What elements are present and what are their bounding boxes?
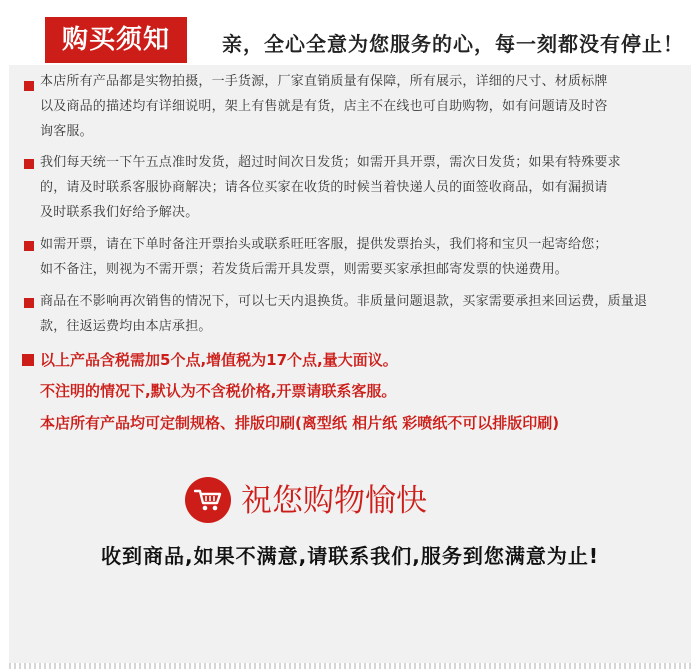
notice-line: 的，请及时联系客服协商解决；请各位买家在收货的时候当着快递人员的面签收商品，如有漏损请: [40, 180, 608, 195]
notice-line: 商品在不影响再次销售的情况下，可以七天内退换货。非质量问题退款，买家需要承担来回运费，质量退: [40, 294, 648, 309]
notice-item-returns: [24, 290, 689, 340]
notice-item-invoice: [24, 233, 689, 283]
bullet-square-icon: [24, 159, 34, 169]
wish-text: 祝您购物愉快: [241, 483, 427, 519]
bullet-square-icon: [22, 354, 34, 366]
notice-item-shipping: [24, 151, 689, 225]
page-title: 购买须知: [61, 25, 170, 55]
title-banner: [45, 17, 187, 63]
tax-notice: [22, 348, 682, 438]
panel-bottom-border: [9, 663, 691, 669]
notice-line: 我们每天统一下午五点准时发货，超过时间次日发货；如需开具开票，需次日发货；如果有特殊要求: [40, 155, 621, 170]
notice-line: 款，往返运费均由本店承担。: [40, 319, 212, 334]
tax-line: 以上产品含税需加5个点,增值税为17个点,量大面议。: [40, 351, 398, 369]
notice-line: 本店所有产品都是实物拍摄，一手货源，厂家直销质量有保障，所有展示，详细的尺寸、材质标牌: [40, 74, 608, 89]
bullet-square-icon: [24, 241, 34, 251]
notice-line: 询客服。: [40, 124, 93, 139]
closing-message: 收到商品,如果不满意,请联系我们,服务到您满意为止!: [101, 544, 599, 568]
notice-item-photos: [24, 70, 689, 144]
tax-line: 本店所有产品均可定制规格、排版印刷(离型纸 相片纸 彩喷纸不可以排版印刷): [40, 414, 560, 432]
notice-line: 以及商品的描述均有详细说明，架上有售就是有货，店主不在线也可自助购物，如有问题请及时咨: [40, 99, 608, 114]
tax-line: 不注明的情况下,默认为不含税价格,开票请联系客服。: [40, 382, 397, 400]
notice-line: 及时联系我们好给予解决。: [40, 205, 199, 220]
slogan: 亲，全心全意为您服务的心，每一刻都没有停止！: [222, 32, 684, 56]
wish-banner: [185, 475, 525, 531]
shopping-cart-icon: [185, 477, 231, 523]
notice-line: 如不备注，则视为不需开票；若发货后需开具发票，则需要买家承担邮寄发票的快递费用。: [40, 262, 569, 277]
bullet-square-icon: [24, 81, 34, 91]
notice-line: 如需开票，请在下单时备注开票抬头或联系旺旺客服，提供发票抬头，我们将和宝贝一起寄给您；: [40, 237, 608, 252]
bullet-square-icon: [24, 298, 34, 308]
